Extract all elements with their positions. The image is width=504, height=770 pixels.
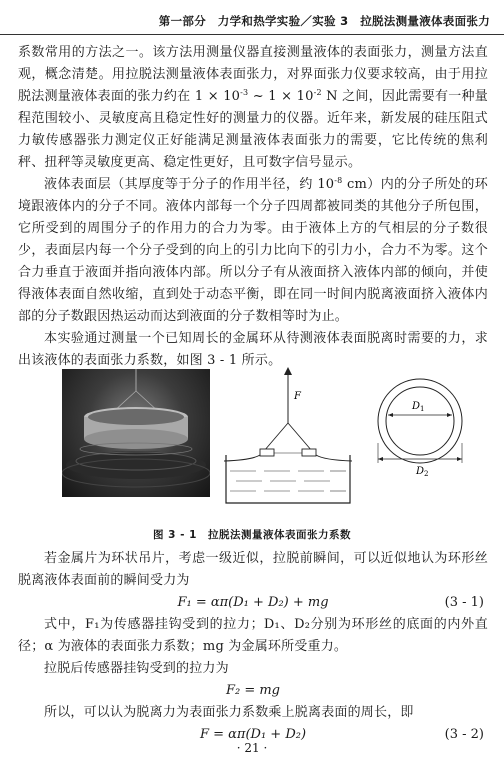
ring-apparatus-photo	[62, 369, 210, 497]
equation-3-1	[18, 592, 488, 614]
p1-text-a: 系数常用的方法之一。该方法用测量仪器直接测量液体的表面张力，测量方法直观，概念清楚。用拉脱法测量液体表面张力，对界面张力仪要求较高，由于用拉脱法测量液体表面的张力约在 1 × 10	[18, 45, 488, 104]
paragraph-7: 所以，可以认为脱离力为表面张力系数乘上脱离表面的周长，即	[44, 705, 414, 720]
ring-outer-circle	[378, 379, 462, 463]
paragraph-1	[18, 42, 488, 174]
figure-caption: 图 3 - 1 拉脱法测量液体表面张力系数	[153, 529, 351, 541]
paragraph-6: 拉脱后传感器挂钩受到的拉力为	[44, 661, 229, 676]
liquid-hatching	[230, 471, 346, 491]
equation-f2-formula: F₂ = mg	[225, 683, 281, 698]
ring-top-view-diagram	[370, 371, 470, 491]
header-text: 第一部分 力学和热学实验／实验 3 拉脱法测量液体表面张力	[158, 14, 490, 28]
equation-f2	[18, 680, 488, 702]
ring-right-section	[302, 449, 316, 456]
p2-exponent: -8	[334, 176, 343, 185]
d2-label: $D_2$	[416, 466, 429, 478]
ring-inner-circle	[386, 387, 454, 455]
equation-3-2-number: (3 - 2)	[444, 727, 484, 742]
paragraph-4: 若金属片为环状吊片，考虑一级近似，拉脱前瞬间，可以近似地认为环形丝脱离液体表面前的瞬间受力为	[18, 551, 488, 588]
ring-photo-illustration	[62, 369, 210, 497]
p1-text-c: N 之间，因此需要有一种量程范围较小、灵敏度高且稳定性好的测量力的仪器。近年来，新发展的硅压阻式力敏传感器张力测定仪正好能满足测量液体表面张力的需要，它比传统的焦利秤、扭秤等灵敏度更高、稳定性更好，且可数字信号显示。	[18, 89, 488, 170]
p2-text-b: cm）内的分子所处的环境跟液体内的分子不同。液体内部每一个分子四周都被同类的其他分子所包围，它所受到的周围分子的作用力的合力为零。由于液体上方的气相层的分子数很少，表面层内每一个分子受到的向上的引力比向下的引力小，合力不为零。这个合力垂直于液面并指向液体内部。所以分子有从液面挤入液体内部的倾向，并使得液体表面自然收缩，直到处于动态平衡，即在同一时间内脱离液面挤入液体内部的分子数跟因热运动而达到液面的分子数相等时为止。	[18, 177, 489, 324]
container	[226, 455, 350, 503]
liquid-meniscus	[224, 455, 352, 461]
paragraph-3: 本实验通过测量一个已知周长的金属环从待测液体表面脱离时需要的力，求出该液体的表面张力系数，如图 3 - 1 所示。	[18, 331, 488, 368]
ring-left-section	[260, 449, 274, 456]
equation-3-1-number: (3 - 1)	[444, 595, 484, 610]
body-text-bottom	[18, 548, 488, 746]
paragraph-2	[18, 174, 488, 328]
paragraph-5: 式中，F₁为传感器挂钩受到的拉力；D₁、D₂分别为环形丝的底面的内外直径；α 为液体的表面张力系数；mg 为金属环所受重力。	[18, 617, 488, 654]
body-text-top	[18, 42, 488, 372]
ring-pull-diagram	[216, 363, 356, 513]
p1-text-b: ~ 1 × 10	[248, 89, 314, 104]
p1-exponent-1: -3	[240, 88, 249, 97]
p2-text-a: 液体表面层（其厚度等于分子的作用半径，约 10	[44, 177, 335, 192]
equation-3-2-formula: F = απ(D₁ + D₂)	[199, 727, 307, 742]
force-label: F	[294, 391, 301, 402]
figure-3-1	[18, 363, 488, 513]
force-arrow-head	[284, 367, 292, 375]
running-header	[0, 0, 504, 35]
equation-3-1-formula: F₁ = απ(D₁ + D₂) + mg	[177, 595, 329, 610]
p1-exponent-2: -2	[313, 88, 322, 97]
page-number: · 21 ·	[236, 741, 268, 755]
d1-label: $D_1$	[412, 401, 425, 413]
